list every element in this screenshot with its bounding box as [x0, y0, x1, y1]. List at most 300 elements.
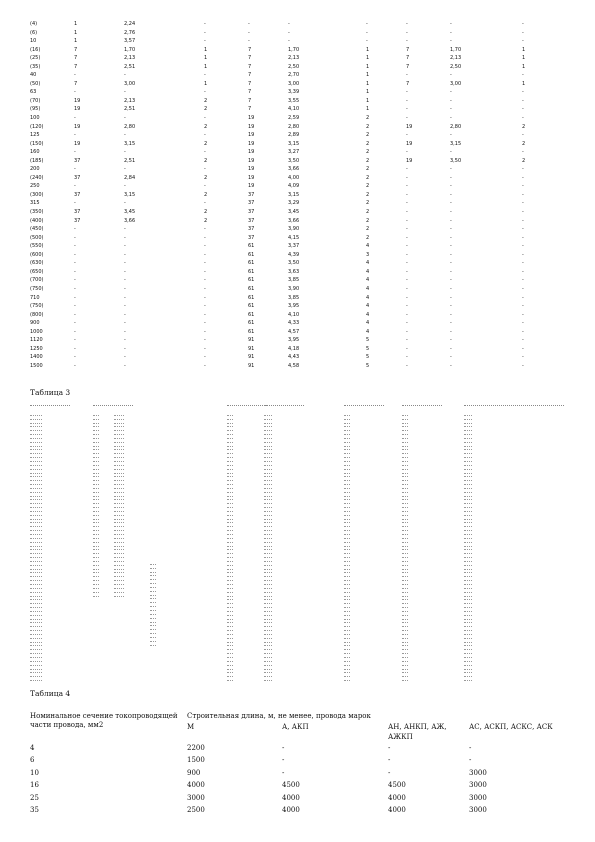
- table-cell: -: [522, 72, 524, 79]
- table-cell: (70): [30, 97, 41, 104]
- table-cell: 7: [74, 55, 78, 62]
- table-cell: 125: [30, 132, 40, 139]
- table-row: [30, 285, 570, 294]
- table-cell: 3,45: [288, 209, 300, 216]
- table-cell: (450): [30, 226, 44, 233]
- table-cell: -: [124, 166, 126, 173]
- table-4-subheader-a: А, АКП: [282, 723, 309, 731]
- table-cell: 1: [366, 80, 370, 87]
- table-row: [30, 767, 570, 779]
- table-cell: 37: [74, 191, 81, 198]
- table-row: [30, 268, 570, 277]
- t3-header-mark: [93, 405, 133, 408]
- table-cell: -: [406, 311, 408, 318]
- table-row: [30, 225, 570, 234]
- table-cell: 3,15: [450, 140, 462, 147]
- table-cell: (185): [30, 157, 44, 164]
- table-cell: 2,70: [288, 72, 300, 79]
- table-cell: -: [406, 285, 408, 292]
- table-cell: -: [522, 260, 524, 267]
- table-cell: -: [74, 234, 76, 241]
- table-cell: (35): [30, 63, 41, 70]
- table-cell: -: [124, 328, 126, 335]
- table-cell: -: [124, 311, 126, 318]
- table-cell: -: [204, 132, 206, 139]
- table-cell: -: [248, 21, 250, 27]
- table-cell: 2200: [187, 744, 205, 752]
- table-cell: (630): [30, 260, 44, 267]
- table-4-subheader-as: АС, АСКП, АСКС, АСК: [469, 723, 553, 731]
- table-row: [30, 148, 570, 157]
- table-cell: -: [288, 21, 290, 27]
- table-row: [30, 242, 570, 251]
- table-row: [30, 157, 570, 166]
- table-cell: 1: [366, 63, 370, 70]
- table-cell: 2: [366, 123, 370, 130]
- table-cell: 1500: [30, 362, 43, 369]
- table-cell: -: [522, 38, 524, 45]
- table-cell: 2: [522, 140, 526, 147]
- table-cell: -: [124, 337, 126, 344]
- table-row: [30, 311, 570, 320]
- t3-cell-mark: [150, 642, 156, 646]
- table-cell: -: [74, 200, 76, 207]
- table-cell: 3,57: [124, 38, 136, 45]
- table-cell: -: [124, 345, 126, 352]
- t3-cell-mark: [93, 593, 99, 597]
- table-cell: 7: [248, 72, 252, 79]
- table-cell: 4,58: [288, 362, 300, 369]
- table-4-header-section: Номинальное сечение токопроводящей части провода, мм2: [30, 712, 178, 729]
- table-cell: 2,80: [288, 123, 300, 130]
- table-cell: -: [288, 29, 290, 36]
- table-cell: 37: [74, 217, 81, 224]
- table-cell: -: [522, 268, 524, 275]
- table-cell: 3000: [469, 781, 487, 790]
- table-cell: 2,76: [124, 29, 136, 36]
- table-cell: -: [204, 328, 206, 335]
- table-cell: 4,00: [288, 174, 300, 181]
- table-row: [30, 20, 570, 29]
- table-cell: -: [74, 362, 76, 369]
- table-cell: 16: [30, 781, 39, 790]
- table-cell: -: [522, 303, 524, 310]
- table-cell: 2,13: [124, 55, 136, 62]
- table-cell: 5: [366, 345, 370, 352]
- table-cell: 2: [522, 123, 526, 130]
- table-cell: -: [388, 756, 391, 765]
- table-cell: (350): [30, 209, 44, 216]
- table-cell: -: [522, 183, 524, 190]
- table-cell: 2: [366, 157, 370, 164]
- table-3-caption: Таблица 3: [30, 388, 71, 397]
- table-cell: 19: [248, 149, 255, 156]
- table-cell: -: [124, 72, 126, 79]
- table-cell: 1: [74, 38, 78, 45]
- table-cell: -: [522, 209, 524, 216]
- table-cell: 3,15: [288, 140, 300, 147]
- table-cell: -: [522, 234, 524, 241]
- table-cell: -: [522, 115, 524, 122]
- table-cell: -: [406, 226, 408, 233]
- table-cell: 160: [30, 149, 40, 156]
- table-cell: 1,70: [288, 46, 300, 53]
- table-cell: -: [450, 106, 452, 113]
- table-cell: 3,00: [124, 80, 136, 87]
- table-cell: -: [74, 183, 76, 190]
- table-cell: -: [469, 756, 472, 765]
- table-row: [30, 208, 570, 217]
- table-cell: -: [406, 277, 408, 284]
- table-cell: 4,39: [288, 251, 300, 258]
- table-cell: 5: [366, 354, 370, 361]
- table-cell: -: [388, 768, 391, 777]
- table-cell: 2: [366, 149, 370, 156]
- table-cell: (150): [30, 140, 44, 147]
- table-cell: -: [450, 149, 452, 156]
- table-cell: -: [288, 38, 290, 45]
- table-cell: 3,29: [288, 200, 300, 207]
- table-cell: -: [204, 268, 206, 275]
- table-cell: 3000: [469, 805, 487, 814]
- table-cell: -: [124, 277, 126, 284]
- table-cell: 2: [366, 234, 370, 241]
- table-cell: 91: [248, 362, 255, 369]
- table-cell: 3,66: [288, 217, 300, 224]
- table-3: [30, 405, 570, 677]
- table-cell: (95): [30, 106, 41, 113]
- table-cell: -: [450, 320, 452, 327]
- table-row: [30, 217, 570, 226]
- table-cell: -: [124, 354, 126, 361]
- table-cell: -: [406, 166, 408, 173]
- table-cell: 3,00: [450, 80, 462, 87]
- table-cell: 1: [366, 106, 370, 113]
- table-cell: -: [450, 303, 452, 310]
- table-cell: 3,15: [288, 191, 300, 198]
- table-cell: -: [74, 251, 76, 258]
- table-cell: -: [406, 29, 408, 36]
- table-cell: 10: [30, 768, 39, 777]
- table-cell: 19: [248, 174, 255, 181]
- table-row: [30, 140, 570, 149]
- table-4-subheader-m: М: [187, 723, 195, 731]
- table-cell: -: [406, 97, 408, 104]
- table-cell: -: [406, 243, 408, 250]
- table-cell: 3,63: [288, 268, 300, 275]
- table-row: [30, 302, 570, 311]
- table-row: [30, 37, 570, 46]
- table-cell: 40: [30, 72, 37, 79]
- table-cell: -: [406, 217, 408, 224]
- table-cell: 61: [248, 285, 255, 292]
- table-cell: 2: [366, 115, 370, 122]
- table-cell: -: [406, 268, 408, 275]
- table-cell: -: [74, 277, 76, 284]
- table-cell: -: [406, 320, 408, 327]
- table-cell: -: [406, 21, 408, 27]
- table-cell: 4: [366, 328, 370, 335]
- table-cell: -: [450, 97, 452, 104]
- table-cell: -: [204, 89, 206, 96]
- table-cell: -: [74, 354, 76, 361]
- table-cell: 4,10: [288, 311, 300, 318]
- table-cell: -: [204, 72, 206, 79]
- t3-column: [402, 412, 408, 681]
- table-cell: 1,70: [124, 46, 136, 53]
- table-row: [30, 276, 570, 285]
- table-cell: -: [204, 183, 206, 190]
- table-cell: -: [282, 756, 285, 765]
- table-cell: -: [450, 311, 452, 318]
- table-row: [30, 742, 570, 754]
- table-cell: -: [406, 174, 408, 181]
- table-cell: 61: [248, 277, 255, 284]
- table-cell: -: [406, 191, 408, 198]
- table-cell: 1: [204, 46, 208, 53]
- table-cell: 2,51: [124, 63, 136, 70]
- table-cell: -: [74, 285, 76, 292]
- table-cell: 2: [366, 166, 370, 173]
- table-cell: 2: [204, 123, 208, 130]
- table-row: [30, 234, 570, 243]
- table-cell: 61: [248, 294, 255, 301]
- table-cell: 1: [204, 63, 208, 70]
- table-cell: 1: [366, 89, 370, 96]
- table-cell: -: [204, 337, 206, 344]
- table-cell: 19: [74, 140, 81, 147]
- table-cell: -: [450, 217, 452, 224]
- table-cell: 3,37: [288, 243, 300, 250]
- table-cell: 3,85: [288, 277, 300, 284]
- table-cell: -: [124, 268, 126, 275]
- table-cell: 4: [366, 268, 370, 275]
- table-cell: -: [204, 260, 206, 267]
- table-cell: 61: [248, 311, 255, 318]
- table-cell: 4,09: [288, 183, 300, 190]
- table-cell: 37: [74, 174, 81, 181]
- table-cell: -: [204, 354, 206, 361]
- table-cell: -: [204, 345, 206, 352]
- table-2: [30, 20, 570, 370]
- t3-column: [93, 412, 99, 597]
- table-cell: 4: [366, 277, 370, 284]
- table-cell: -: [204, 149, 206, 156]
- table-4-subheader: [30, 722, 570, 742]
- table-cell: -: [450, 38, 452, 45]
- table-cell: -: [450, 354, 452, 361]
- table-cell: 3000: [187, 793, 205, 802]
- table-cell: 19: [406, 157, 413, 164]
- table-cell: 1: [74, 21, 78, 27]
- table-row: [30, 131, 570, 140]
- t3-cell-mark: [464, 677, 472, 681]
- table-cell: 4000: [282, 793, 300, 802]
- table-cell: (750): [30, 285, 44, 292]
- table-cell: -: [204, 226, 206, 233]
- table-cell: -: [74, 149, 76, 156]
- table-row: [30, 792, 570, 804]
- table-cell: 2: [366, 132, 370, 139]
- table-cell: 61: [248, 260, 255, 267]
- table-cell: -: [124, 183, 126, 190]
- table-cell: -: [204, 166, 206, 173]
- table-cell: -: [74, 243, 76, 250]
- table-cell: 1: [366, 72, 370, 79]
- table-row: [30, 319, 570, 328]
- table-cell: 900: [187, 768, 201, 777]
- table-cell: 25: [30, 793, 39, 802]
- table-cell: 91: [248, 337, 255, 344]
- table-cell: -: [406, 251, 408, 258]
- table-cell: 4,33: [288, 320, 300, 327]
- table-cell: -: [406, 183, 408, 190]
- table-cell: 1: [204, 55, 208, 62]
- table-cell: 2,13: [450, 55, 462, 62]
- table-cell: 250: [30, 183, 40, 190]
- table-cell: -: [204, 311, 206, 318]
- table-cell: -: [406, 260, 408, 267]
- table-cell: -: [406, 362, 408, 369]
- table-cell: 2: [366, 200, 370, 207]
- table-cell: 91: [248, 354, 255, 361]
- table-cell: 4,15: [288, 234, 300, 241]
- table-cell: 4: [366, 294, 370, 301]
- table-cell: 2,80: [450, 123, 462, 130]
- table-cell: 3,90: [288, 285, 300, 292]
- table-cell: 10: [30, 38, 37, 45]
- t3-header-mark: [344, 405, 384, 408]
- table-cell: -: [450, 277, 452, 284]
- table-row: [30, 779, 570, 791]
- table-cell: -: [522, 106, 524, 113]
- table-cell: -: [522, 21, 524, 27]
- table-cell: 37: [248, 226, 255, 233]
- table-cell: -: [282, 744, 285, 752]
- t3-header-mark: [227, 405, 267, 408]
- table-cell: 4,18: [288, 345, 300, 352]
- table-cell: (700): [30, 277, 44, 284]
- table-cell: 4: [366, 260, 370, 267]
- table-cell: -: [522, 320, 524, 327]
- table-cell: 1: [522, 55, 526, 62]
- table-cell: 1: [366, 55, 370, 62]
- table-cell: 2: [366, 183, 370, 190]
- table-cell: -: [282, 768, 285, 777]
- table-cell: 2,59: [288, 115, 300, 122]
- table-cell: 61: [248, 328, 255, 335]
- table-cell: -: [204, 251, 206, 258]
- table-cell: 1400: [30, 354, 43, 361]
- table-cell: -: [204, 38, 206, 45]
- table-cell: -: [204, 200, 206, 207]
- table-row: [30, 362, 570, 371]
- table-cell: 19: [248, 123, 255, 130]
- table-cell: 61: [248, 243, 255, 250]
- table-cell: (50): [30, 80, 41, 87]
- table-cell: -: [522, 251, 524, 258]
- table-cell: 1: [522, 63, 526, 70]
- table-row: [30, 336, 570, 345]
- table-cell: -: [204, 243, 206, 250]
- table-cell: -: [74, 260, 76, 267]
- table-cell: -: [450, 200, 452, 207]
- table-4-caption: Таблица 4: [30, 689, 71, 698]
- table-cell: 2: [366, 226, 370, 233]
- t3-cell-mark: [264, 677, 272, 681]
- table-cell: -: [522, 337, 524, 344]
- table-cell: 4: [366, 303, 370, 310]
- table-cell: -: [469, 744, 472, 752]
- table-cell: 5: [366, 362, 370, 369]
- table-cell: 3,50: [288, 260, 300, 267]
- table-cell: (550): [30, 243, 44, 250]
- t3-cell-mark: [114, 593, 124, 597]
- t3-header-mark: [402, 405, 442, 408]
- table-cell: -: [124, 132, 126, 139]
- table-row: [30, 199, 570, 208]
- table-cell: -: [366, 38, 368, 45]
- table-cell: 19: [248, 132, 255, 139]
- table-cell: 37: [248, 191, 255, 198]
- table-cell: 900: [30, 320, 40, 327]
- table-cell: -: [124, 89, 126, 96]
- t3-header-mark: [264, 405, 304, 408]
- table-cell: (6): [30, 29, 38, 36]
- table-cell: (800): [30, 311, 44, 318]
- table-cell: 3,66: [288, 166, 300, 173]
- table-cell: 19: [248, 115, 255, 122]
- table-cell: 7: [248, 46, 252, 53]
- table-cell: -: [124, 251, 126, 258]
- t3-header-mark: [464, 405, 564, 408]
- table-cell: 2: [366, 209, 370, 216]
- table-cell: 61: [248, 268, 255, 275]
- table-cell: 4000: [388, 805, 406, 814]
- table-cell: 3,27: [288, 149, 300, 156]
- table-cell: 3,15: [124, 140, 136, 147]
- table-cell: 3,50: [288, 157, 300, 164]
- table-cell: -: [406, 354, 408, 361]
- table-cell: 61: [248, 303, 255, 310]
- table-row: [30, 328, 570, 337]
- table-cell: -: [366, 21, 368, 27]
- table-cell: -: [450, 345, 452, 352]
- table-cell: -: [124, 149, 126, 156]
- table-cell: 3,90: [288, 226, 300, 233]
- table-cell: 63: [30, 89, 37, 96]
- table-cell: 7: [74, 63, 78, 70]
- table-cell: -: [450, 115, 452, 122]
- table-cell: 4: [30, 744, 35, 752]
- table-cell: -: [204, 294, 206, 301]
- table-cell: 3,00: [288, 80, 300, 87]
- table-cell: -: [450, 268, 452, 275]
- table-cell: 19: [406, 123, 413, 130]
- t3-column: [114, 412, 124, 597]
- table-cell: 2: [204, 209, 208, 216]
- table-cell: -: [204, 303, 206, 310]
- table-cell: 3,95: [288, 303, 300, 310]
- table-cell: 4: [366, 243, 370, 250]
- table-cell: -: [522, 149, 524, 156]
- table-cell: (16): [30, 46, 41, 53]
- table-cell: 19: [248, 183, 255, 190]
- table-cell: 2: [204, 174, 208, 181]
- table-cell: -: [124, 234, 126, 241]
- table-cell: -: [522, 200, 524, 207]
- table-cell: (240): [30, 174, 44, 181]
